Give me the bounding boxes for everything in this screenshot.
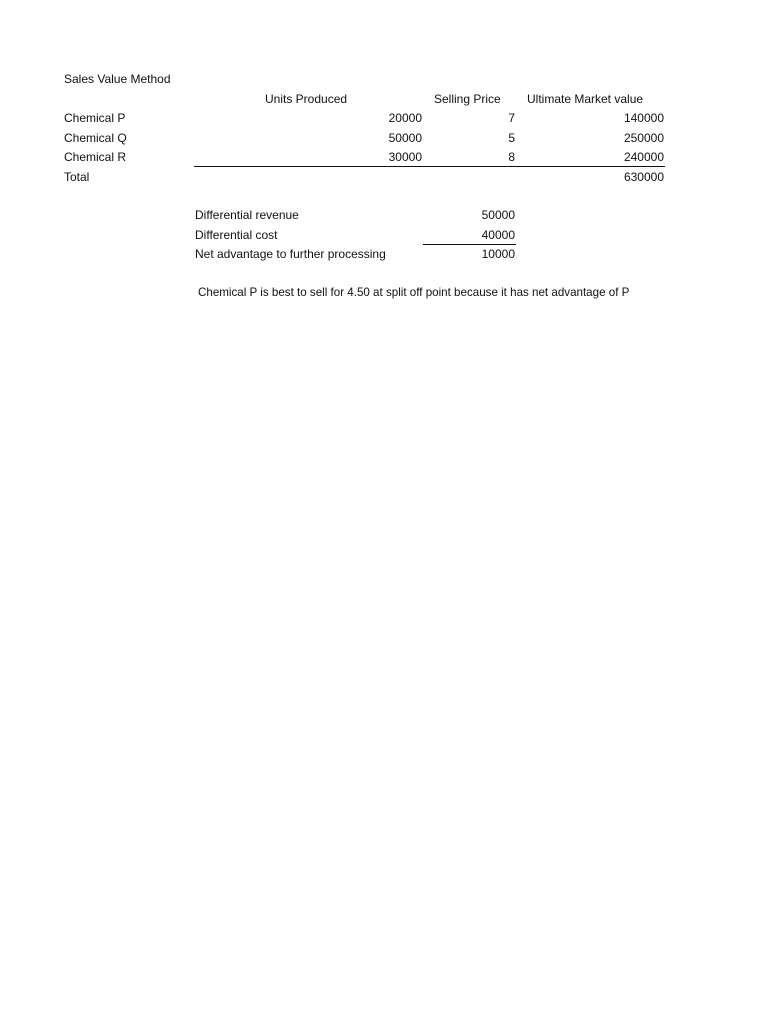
differential-cost-label: Differential cost <box>195 228 278 242</box>
net-advantage-divider <box>423 244 516 245</box>
total-label: Total <box>64 170 90 184</box>
market-chemical-r: 240000 <box>623 150 664 164</box>
header-units-produced: Units Produced <box>265 92 348 106</box>
units-chemical-q: 50000 <box>388 131 422 145</box>
differential-revenue-label: Differential revenue <box>195 208 299 222</box>
market-chemical-p: 140000 <box>623 111 664 125</box>
header-selling-price: Selling Price <box>434 92 501 106</box>
units-chemical-r: 30000 <box>388 150 422 164</box>
total-divider <box>194 166 665 167</box>
row-label-chemical-p: Chemical P <box>64 111 126 125</box>
price-chemical-p: 7 <box>508 111 515 125</box>
row-label-chemical-q: Chemical Q <box>64 131 127 145</box>
row-label-chemical-r: Chemical R <box>64 150 127 164</box>
market-chemical-q: 250000 <box>623 131 664 145</box>
header-ultimate-market-value: Ultimate Market value <box>527 92 644 106</box>
sheet-title: Sales Value Method <box>64 72 171 86</box>
differential-cost-value: 40000 <box>481 228 515 242</box>
total-market-value: 630000 <box>623 170 664 184</box>
conclusion-text: Chemical P is best to sell for 4.50 at split off point because it has net advantage of P <box>198 286 630 299</box>
net-advantage-label: Net advantage to further processing <box>195 247 386 261</box>
units-chemical-p: 20000 <box>388 111 422 125</box>
price-chemical-r: 8 <box>508 150 515 164</box>
differential-revenue-value: 50000 <box>481 208 515 222</box>
net-advantage-value: 10000 <box>481 247 515 261</box>
price-chemical-q: 5 <box>508 131 515 145</box>
